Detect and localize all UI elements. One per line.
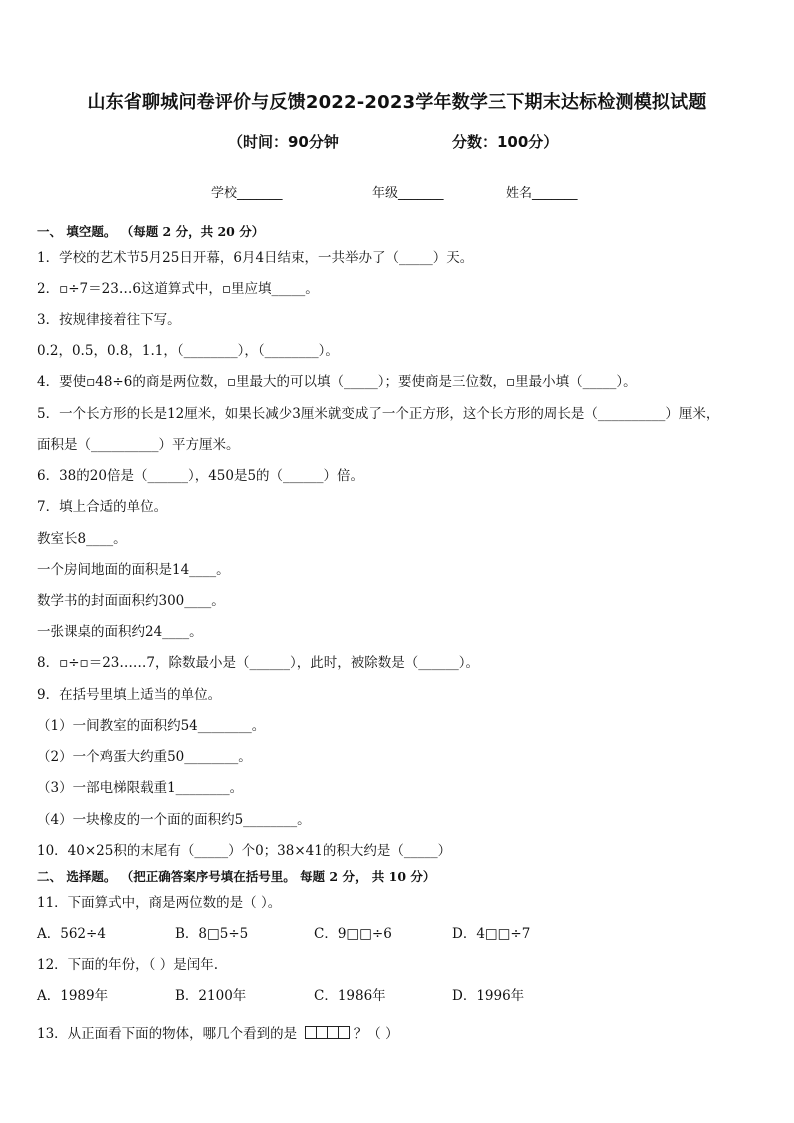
question-5-line-2: 面积是（__________）平方厘米。 [37, 437, 240, 453]
question-9: 9．在括号里填上适当的单位。 [37, 687, 222, 703]
name-field: 姓名_______ [506, 186, 578, 201]
question-7-item-3: 数学书的封面面积约300____。 [37, 593, 225, 609]
exam-time: （时间：90分钟 [228, 133, 339, 151]
question-11-option-d: D．4□□÷7 [452, 926, 531, 942]
question-4: 4．要使▫48÷6的商是两位数，▫里最大的可以填（_____）；要使商是三位数，▫里最小填（_____）。 [37, 374, 637, 390]
question-9-item-2: （2）一个鸡蛋大约重50________。 [37, 749, 252, 765]
question-7-item-4: 一张课桌的面积约24____。 [37, 624, 203, 640]
question-7-item-2: 一个房间地面的面积是14____。 [37, 562, 230, 578]
section-1-heading: 一、 填空题。 （每题 2 分，共 20 分） [37, 224, 265, 239]
question-12-option-c: C．1986年 [314, 988, 386, 1004]
question-12-option-a: A．1989年 [37, 988, 109, 1004]
question-1: 1．学校的艺术节5月25日开幕，6月4日结束，一共举办了（_____）天。 [37, 250, 474, 266]
question-7: 7．填上合适的单位。 [37, 499, 168, 515]
question-12: 12．下面的年份，（ ）是闰年. [37, 957, 219, 973]
question-11-option-b: B．8□5÷5 [175, 926, 249, 942]
exam-score: 分数：100分） [452, 133, 559, 151]
question-9-item-1: （1）一间教室的面积约54________。 [37, 718, 266, 734]
question-12-option-d: D．1996年 [452, 988, 525, 1004]
question-3-sequence: 0.2，0.5，0.8，1.1，（________），（________）。 [37, 343, 339, 359]
question-5-line-1: 5．一个长方形的长是12厘米，如果长减少3厘米就变成了一个正方形，这个长方形的周长是（__________）厘米， [37, 406, 720, 422]
question-3: 3．按规律接着往下写。 [37, 312, 181, 328]
question-9-item-4: （4）一块橡皮的一个面的面积约5________。 [37, 812, 311, 828]
question-12-option-b: B．2100年 [175, 988, 247, 1004]
question-8: 8．▫÷▫＝23……7，除数最小是（______），此时，被除数是（______）。 [37, 655, 479, 671]
grade-field: 年级_______ [372, 186, 444, 201]
question-7-item-1: 教室长8____。 [37, 531, 127, 547]
question-11-option-c: C．9□□÷6 [314, 926, 392, 942]
question-6: 6．38的20倍是（______），450是5的（______）倍。 [37, 468, 365, 484]
section-2-heading: 二、 选择题。 （把正确答案序号填在括号里。 每题 2 分， 共 10 分） [37, 869, 436, 884]
four-square-row-icon [305, 1025, 349, 1045]
question-13-answer: ？（ ） [353, 1026, 399, 1042]
question-11-option-a: A．562÷4 [37, 926, 106, 942]
question-11: 11．下面算式中，商是两位数的是（ ）。 [37, 895, 282, 911]
question-13 [37, 1024, 399, 1045]
exam-title: 山东省聊城问卷评价与反馈2022-2023学年数学三下期末达标检测模拟试题 [87, 92, 707, 113]
question-2: 2．▫÷7＝23…6这道算式中，▫里应填_____。 [37, 281, 319, 297]
school-field: 学校_______ [211, 186, 283, 201]
question-13-text: 13．从正面看下面的物体，哪几个看到的是 [37, 1026, 298, 1042]
question-10: 10．40×25积的末尾有（_____）个0；38×41的积大约是（_____） [37, 843, 452, 859]
question-9-item-3: （3）一部电梯限载重1________。 [37, 780, 244, 796]
